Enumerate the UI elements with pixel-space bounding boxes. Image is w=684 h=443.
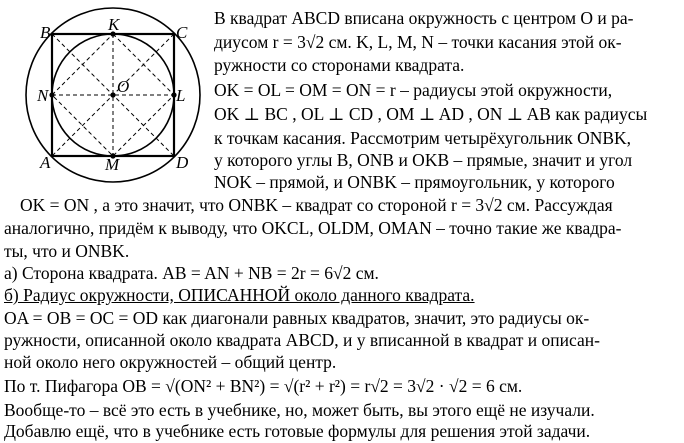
text-line-18: Вообще-то – всё это есть в учебнике, но, может быть, вы этого ещё не изучали. bbox=[4, 400, 595, 420]
label-o: O bbox=[117, 77, 130, 96]
label-k: K bbox=[108, 15, 120, 34]
text-line-7: у которого углы B, ONB и OKB – прямые, значит и угол bbox=[214, 150, 633, 170]
label-a: A bbox=[40, 153, 51, 172]
text-line-11: ты, что и ONBK. bbox=[4, 241, 130, 261]
geometry-figure bbox=[0, 0, 210, 185]
label-b: B bbox=[40, 23, 51, 42]
point-o bbox=[110, 92, 115, 97]
label-c: C bbox=[176, 23, 188, 42]
text-line-12: а) Сторона квадрата. AB = AN + NB = 2r = 6√2 см. bbox=[4, 263, 379, 283]
text-line-16: ной около него окружностей – общий центр. bbox=[4, 352, 337, 372]
text-line-19: Добавлю ещё, что в учебнике есть готовые формулы для решения этой задачи. bbox=[4, 421, 591, 441]
text-line-9: OK = ON , а это значит, что ONBK – квадрат со стороной r = 3√2 см. Рассуждая bbox=[20, 195, 613, 215]
text-line-2: диусом r = 3√2 см. K, L, M, N – точки касания этой ок- bbox=[214, 32, 622, 52]
label-n: N bbox=[37, 86, 49, 105]
text-line-14: OA = OB = OC = OD как диагонали равных квадратов, значит, это радиусы ок- bbox=[4, 308, 590, 328]
text-line-15: ружности, описанной около квадрата ABCD, и у вписанной в квадрат и описан- bbox=[4, 330, 600, 350]
text-line-10: аналогично, придём к выводу, что OKCL, OLDM, OMAN – точно такие же квадра- bbox=[4, 218, 622, 238]
text-line-1: В квадрат ABCD вписана окружность с центром O и ра- bbox=[214, 8, 634, 28]
text-line-17: По т. Пифагора OB = √(ON² + BN²) = √(r² + r²) = r√2 = 3√2 · √2 = 6 см. bbox=[4, 376, 523, 396]
text-line-5: OK ⊥ BC , OL ⊥ CD , OM ⊥ AD , ON ⊥ AB как радиусы bbox=[214, 104, 648, 124]
text-line-8: NOK – прямой, и ONBK – прямоугольник, у которого bbox=[214, 172, 615, 192]
label-m: M bbox=[105, 155, 120, 174]
label-d: D bbox=[176, 153, 189, 172]
text-line-6: к точкам касания. Рассмотрим четырёхугольник ONBK, bbox=[214, 128, 632, 148]
text-line-3: ружности со сторонами квадрата. bbox=[214, 55, 465, 75]
text-line-13: б) Радиус окружности, ОПИСАННОЙ около данного квадрата. bbox=[4, 285, 475, 305]
text-line-4: OK = OL = OM = ON = r – радиусы этой окружности, bbox=[214, 80, 613, 100]
label-l: L bbox=[176, 86, 186, 105]
point-n bbox=[49, 92, 54, 97]
